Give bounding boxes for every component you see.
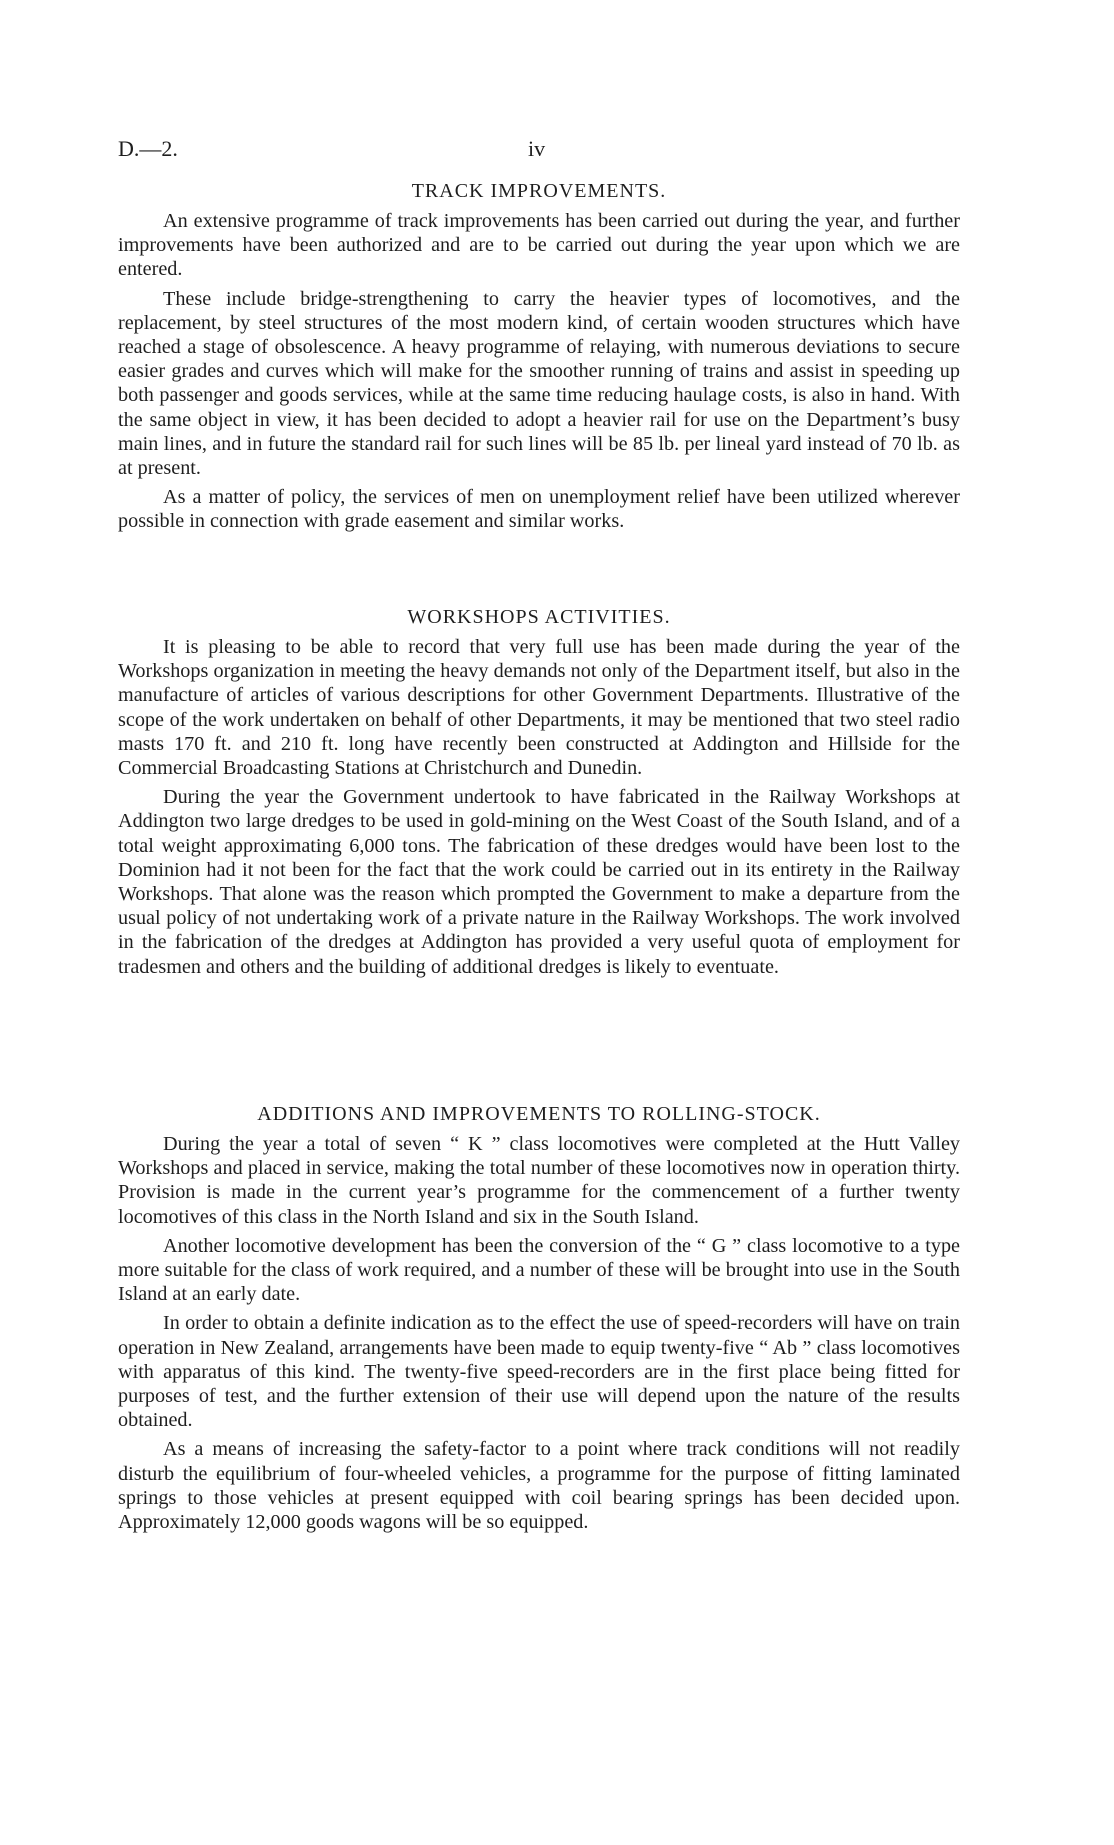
- paragraph: It is pleasing to be able to record that very full use has been made during the year of the Workshops organization in meeting the heavy demands not only of the Department itself, but also in the manufacture of articles of various descriptions for other Government Departments. Illustrative of the scope of the work undertaken on behalf of other Departments, it may be mentioned that two steel radio masts 170 ft. and 210 ft. long have recently been constructed at Addington and Hillside for the Commercial Broadcasting Stations at Christchurch and Dunedin.: [118, 636, 960, 780]
- section-title: WORKSHOPS ACTIVITIES.: [407, 606, 671, 628]
- paragraph: As a matter of policy, the services of men on unemployment relief have been utilized wherever possible in connection with grade easement and similar works.: [118, 486, 960, 533]
- paragraph: During the year a total of seven “ K ” class locomotives were completed at the Hutt Valley Workshops and placed in service, making the total number of these locomotives now in operation thirty. Provision is made in the current year’s programme for the commencement of a further twenty locomotives of this class in the North Island and six in the South Island.: [118, 1133, 960, 1228]
- paragraph: An extensive programme of track improvements has been carried out during the year, and further improvements have been authorized and are to be carried out during the year upon which we are entered.: [118, 210, 960, 281]
- page-number: iv: [528, 136, 546, 161]
- section-rolling-stock: [118, 1103, 960, 1539]
- section-title: ADDITIONS AND IMPROVEMENTS TO ROLLING-STOCK.: [257, 1103, 821, 1125]
- paragraph: In order to obtain a definite indication as to the effect the use of speed-recorders will have on train operation in New Zealand, arrangements have been made to equip twenty-five “ Ab ” class locomotives with apparatus of this kind. The twenty-five speed-recorders are in the first place being fitted for purposes of test, and the further extension of their use will depend upon the nature of the results obtained.: [118, 1312, 960, 1432]
- section-title: TRACK IMPROVEMENTS.: [411, 180, 667, 202]
- paragraph: As a means of increasing the safety-factor to a point where track conditions will not readily disturb the equilibrium of four-wheeled vehicles, a programme for the purpose of fitting laminated springs to those vehicles at present equipped with coil bearing springs has been decided upon. Approximately 12,000 goods wagons will be so equipped.: [118, 1438, 960, 1534]
- section-workshops-activities: [118, 606, 960, 984]
- document-reference: D.—2.: [118, 136, 178, 161]
- paragraph: These include bridge-strengthening to carry the heavier types of locomotives, and the replacement, by steel structures of the most modern kind, of certain wooden structures which have reached a stage of obsolescence. A heavy programme of relaying, with numerous deviations to secure easier grades and curves which will make for the smoother running of trains and assist in speeding up both passenger and goods services, while at the same time reducing haulage costs, is also in hand. With the same object in view, it has been decided to adopt a heavier rail for use on the Department’s busy main lines, and in future the standard rail for such lines will be 85 lb. per lineal yard instead of 70 lb. as at present.: [118, 287, 960, 480]
- paragraph: During the year the Government undertook to have fabricated in the Railway Workshops at Addington two large dredges to be used in gold-mining on the West Coast of the South Island, and of a total weight approximating 6,000 tons. The fabrication of these dredges would have been lost to the Dominion had it not been for the fact that the work could be carried out in its entirety in the Railway Workshops. That alone was the reason which prompted the Government to make a departure from the usual policy of not undertaking work of a private nature in the Railway Workshops. The work involved in the fabrication of the dredges at Addington has provided a very useful quota of employment for tradesmen and others and the building of additional dredges is likely to eventuate.: [118, 786, 960, 978]
- section-track-improvements: [118, 180, 960, 539]
- page-header: [118, 136, 958, 166]
- paragraph: Another locomotive development has been the conversion of the “ G ” class locomotive to a type more suitable for the class of work required, and a number of these will be brought into use in the South Island at an early date.: [118, 1234, 960, 1306]
